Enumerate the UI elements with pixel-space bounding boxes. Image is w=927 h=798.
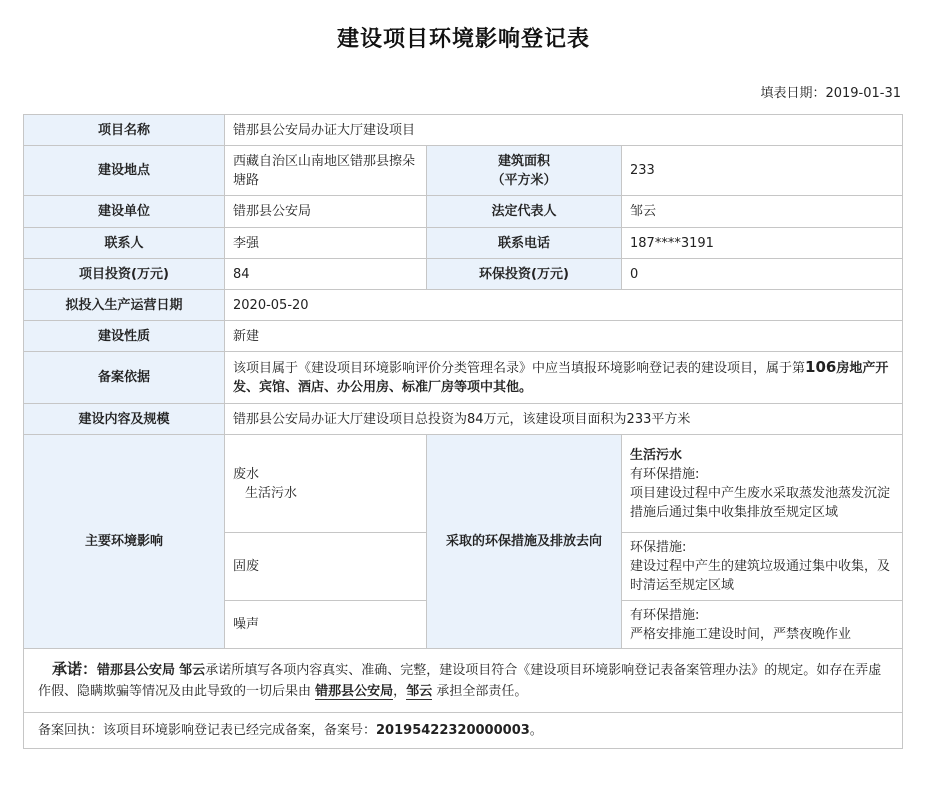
pledge-person: 邹云 <box>179 663 206 678</box>
measure-head: 生活污水 <box>630 447 683 463</box>
pledge-text2: 承担全部责任。 <box>436 684 528 699</box>
receipt-lead: 备案回执：该项目环境影响登记表已经完成备案，备案号： <box>38 723 377 738</box>
basis-text-a: 该项目属于《建设项目环境影响评价分类管理名录》中应当填报环境影响登记表的建设项目，属于第 <box>233 361 806 376</box>
row-basis <box>24 352 903 404</box>
area-value: 233 <box>622 146 903 196</box>
measure-title: 有环保措施: <box>630 466 700 482</box>
env-row-1 <box>24 435 903 533</box>
legal-rep-value: 邹云 <box>622 196 903 228</box>
row-pledge <box>24 649 903 713</box>
location-label: 建设地点 <box>24 146 225 196</box>
fill-date: 填表日期：2019-01-31 <box>760 86 901 101</box>
pledge-text <box>24 649 903 713</box>
row-contact <box>24 228 903 259</box>
measure-title: 有环保措施: <box>630 607 700 623</box>
measure-solid-waste <box>622 533 903 601</box>
basis-text-b: 房地产开发、宾馆、酒店、办公用房、标准厂房等项中其他。 <box>233 361 889 395</box>
nature-value: 新建 <box>225 321 903 352</box>
pledge-unit2: 错那县公安局 <box>315 684 394 699</box>
investment-value: 84 <box>225 259 427 290</box>
content-value: 错那县公安局办证大厅建设项目总投资为84万元，该建设项目面积为233平方米 <box>225 404 903 435</box>
row-investment <box>24 259 903 290</box>
content-label: 建设内容及规模 <box>24 404 225 435</box>
contact-value: 李强 <box>225 228 427 259</box>
registration-table <box>23 114 903 749</box>
phone-label: 联系电话 <box>427 228 622 259</box>
receipt-text <box>24 713 903 749</box>
project-name-label: 项目名称 <box>24 115 225 146</box>
area-label <box>427 146 622 196</box>
measures-label: 采取的环保措施及排放去向 <box>427 435 622 649</box>
receipt-end: 。 <box>529 723 543 738</box>
operation-date-label: 拟投入生产运营日期 <box>24 290 225 321</box>
row-nature <box>24 321 903 352</box>
phone-value: 187****3191 <box>622 228 903 259</box>
project-name-value: 错那县公安局办证大厅建设项目 <box>225 115 903 146</box>
basis-label: 备案依据 <box>24 352 225 404</box>
measure-text: 项目建设过程中产生废水采取蒸发池蒸发沉淀措施后通过集中收集排放至规定区域 <box>630 485 891 520</box>
operation-date-value: 2020-05-20 <box>225 290 903 321</box>
pledge-unit: 错那县公安局 <box>97 663 176 678</box>
measure-text: 严格安排施工建设时间，严禁夜晚作业 <box>630 626 852 642</box>
row-unit <box>24 196 903 228</box>
env-item-sub: 生活污水 <box>245 485 298 501</box>
basis-number: 106 <box>805 358 837 376</box>
env-item-solid-waste <box>225 533 427 601</box>
area-label-line2: （平方米） <box>491 172 557 188</box>
row-project-name <box>24 115 903 146</box>
row-operation-date <box>24 290 903 321</box>
unit-label: 建设单位 <box>24 196 225 228</box>
row-content <box>24 404 903 435</box>
basis-value <box>225 352 903 404</box>
env-investment-value: 0 <box>622 259 903 290</box>
row-receipt <box>24 713 903 749</box>
env-item-name: 固废 <box>233 559 260 574</box>
env-item-wastewater <box>225 435 427 533</box>
env-item-name: 废水 <box>233 466 260 482</box>
env-impact-label: 主要环境影响 <box>24 435 225 649</box>
location-value: 西藏自治区山南地区错那县擦朵塘路 <box>225 146 427 196</box>
env-investment-label: 环保投资(万元) <box>427 259 622 290</box>
unit-value: 错那县公安局 <box>225 196 427 228</box>
measure-text: 建设过程中产生的建筑垃圾通过集中收集，及时清运至规定区域 <box>630 559 891 593</box>
measure-title: 环保措施: <box>630 540 687 555</box>
pledge-text1: 承诺所填写各项内容真实、准确、完整，建设项目符合《建设项目环境影响登记表备案管理办法》的规定。如存在弄虚作假、隐瞒欺骗等情况及由此导致的一切后果由 <box>38 663 882 699</box>
env-item-name: 噪声 <box>233 617 260 632</box>
measure-noise <box>622 601 903 649</box>
receipt-number: 20195422320000003 <box>376 723 530 738</box>
nature-label: 建设性质 <box>24 321 225 352</box>
area-label-line1: 建筑面积 <box>497 153 550 169</box>
pledge-lead: 承诺： <box>52 660 98 678</box>
legal-rep-label: 法定代表人 <box>427 196 622 228</box>
pledge-comma: ， <box>393 684 407 699</box>
env-item-noise <box>225 601 427 649</box>
investment-label: 项目投资(万元) <box>24 259 225 290</box>
row-location <box>24 146 903 196</box>
pledge-person2: 邹云 <box>406 684 433 699</box>
contact-label: 联系人 <box>24 228 225 259</box>
page-title: 建设项目环境影响登记表 <box>336 27 590 52</box>
measure-wastewater <box>622 435 903 533</box>
